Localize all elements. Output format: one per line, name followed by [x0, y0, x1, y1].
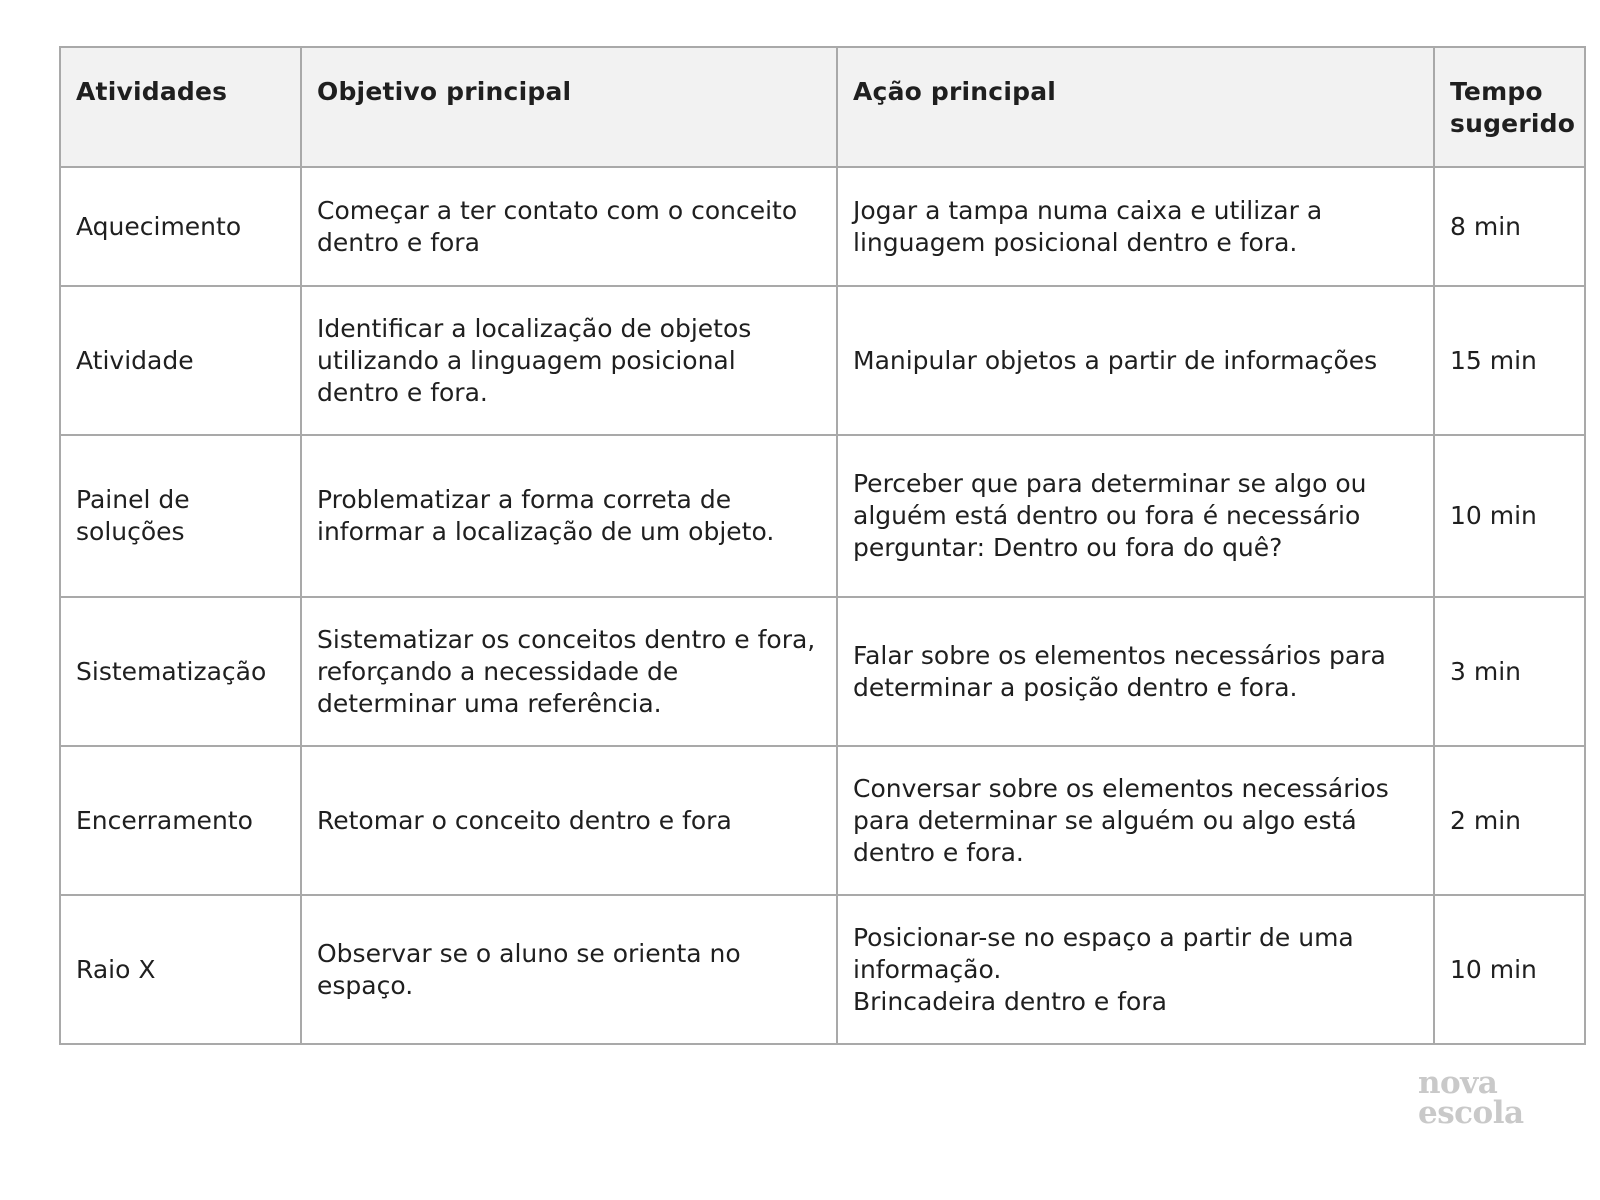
lesson-plan-table: [59, 46, 1586, 1045]
cell-atividade: Atividade: [60, 286, 301, 435]
table-row: [60, 167, 1585, 286]
cell-objetivo: Retomar o conceito dentro e fora: [301, 746, 837, 895]
cell-objetivo: Identificar a localização de objetos utilizando a linguagem posicional dentro e fora.: [301, 286, 837, 435]
header-atividades: Atividades: [60, 47, 301, 167]
logo-line-nova: nova: [1418, 1065, 1498, 1101]
cell-tempo: 10 min: [1434, 435, 1585, 597]
cell-tempo: 15 min: [1434, 286, 1585, 435]
header-acao-principal: Ação principal: [837, 47, 1434, 167]
cell-objetivo: Começar a ter contato com o conceito dentro e fora: [301, 167, 837, 286]
cell-tempo: 3 min: [1434, 597, 1585, 746]
header-tempo-sugerido: Tempo sugerido: [1434, 47, 1585, 167]
nova-escola-logo: [1418, 1065, 1568, 1131]
cell-acao: Conversar sobre os elementos necessários para determinar se alguém ou algo está dentro e fora.: [837, 746, 1434, 895]
cell-tempo: 8 min: [1434, 167, 1585, 286]
cell-objetivo: Sistematizar os conceitos dentro e fora, reforçando a necessidade de determinar uma referência.: [301, 597, 837, 746]
table-header-row: [60, 47, 1585, 167]
cell-tempo: 10 min: [1434, 895, 1585, 1044]
cell-atividade: Encerramento: [60, 746, 301, 895]
cell-objetivo: Observar se o aluno se orienta no espaço.: [301, 895, 837, 1044]
table-row: [60, 895, 1585, 1044]
cell-atividade: Sistematização: [60, 597, 301, 746]
cell-acao: Posicionar-se no espaço a partir de uma informação. Brincadeira dentro e fora: [837, 895, 1434, 1044]
cell-acao: Jogar a tampa numa caixa e utilizar a linguagem posicional dentro e fora.: [837, 167, 1434, 286]
cell-tempo: 2 min: [1434, 746, 1585, 895]
cell-acao: Perceber que para determinar se algo ou alguém está dentro ou fora é necessário perguntar: Dentro ou fora do quê?: [837, 435, 1434, 597]
table-row: [60, 597, 1585, 746]
cell-acao: Falar sobre os elementos necessários para determinar a posição dentro e fora.: [837, 597, 1434, 746]
header-objetivo-principal: Objetivo principal: [301, 47, 837, 167]
cell-atividade: Raio X: [60, 895, 301, 1044]
cell-atividade: Aquecimento: [60, 167, 301, 286]
logo-line-escola: escola: [1418, 1095, 1524, 1131]
cell-atividade: Painel de soluções: [60, 435, 301, 597]
cell-acao: Manipular objetos a partir de informações: [837, 286, 1434, 435]
cell-objetivo: Problematizar a forma correta de informar a localização de um objeto.: [301, 435, 837, 597]
table-row: [60, 435, 1585, 597]
table-row: [60, 286, 1585, 435]
table-row: [60, 746, 1585, 895]
